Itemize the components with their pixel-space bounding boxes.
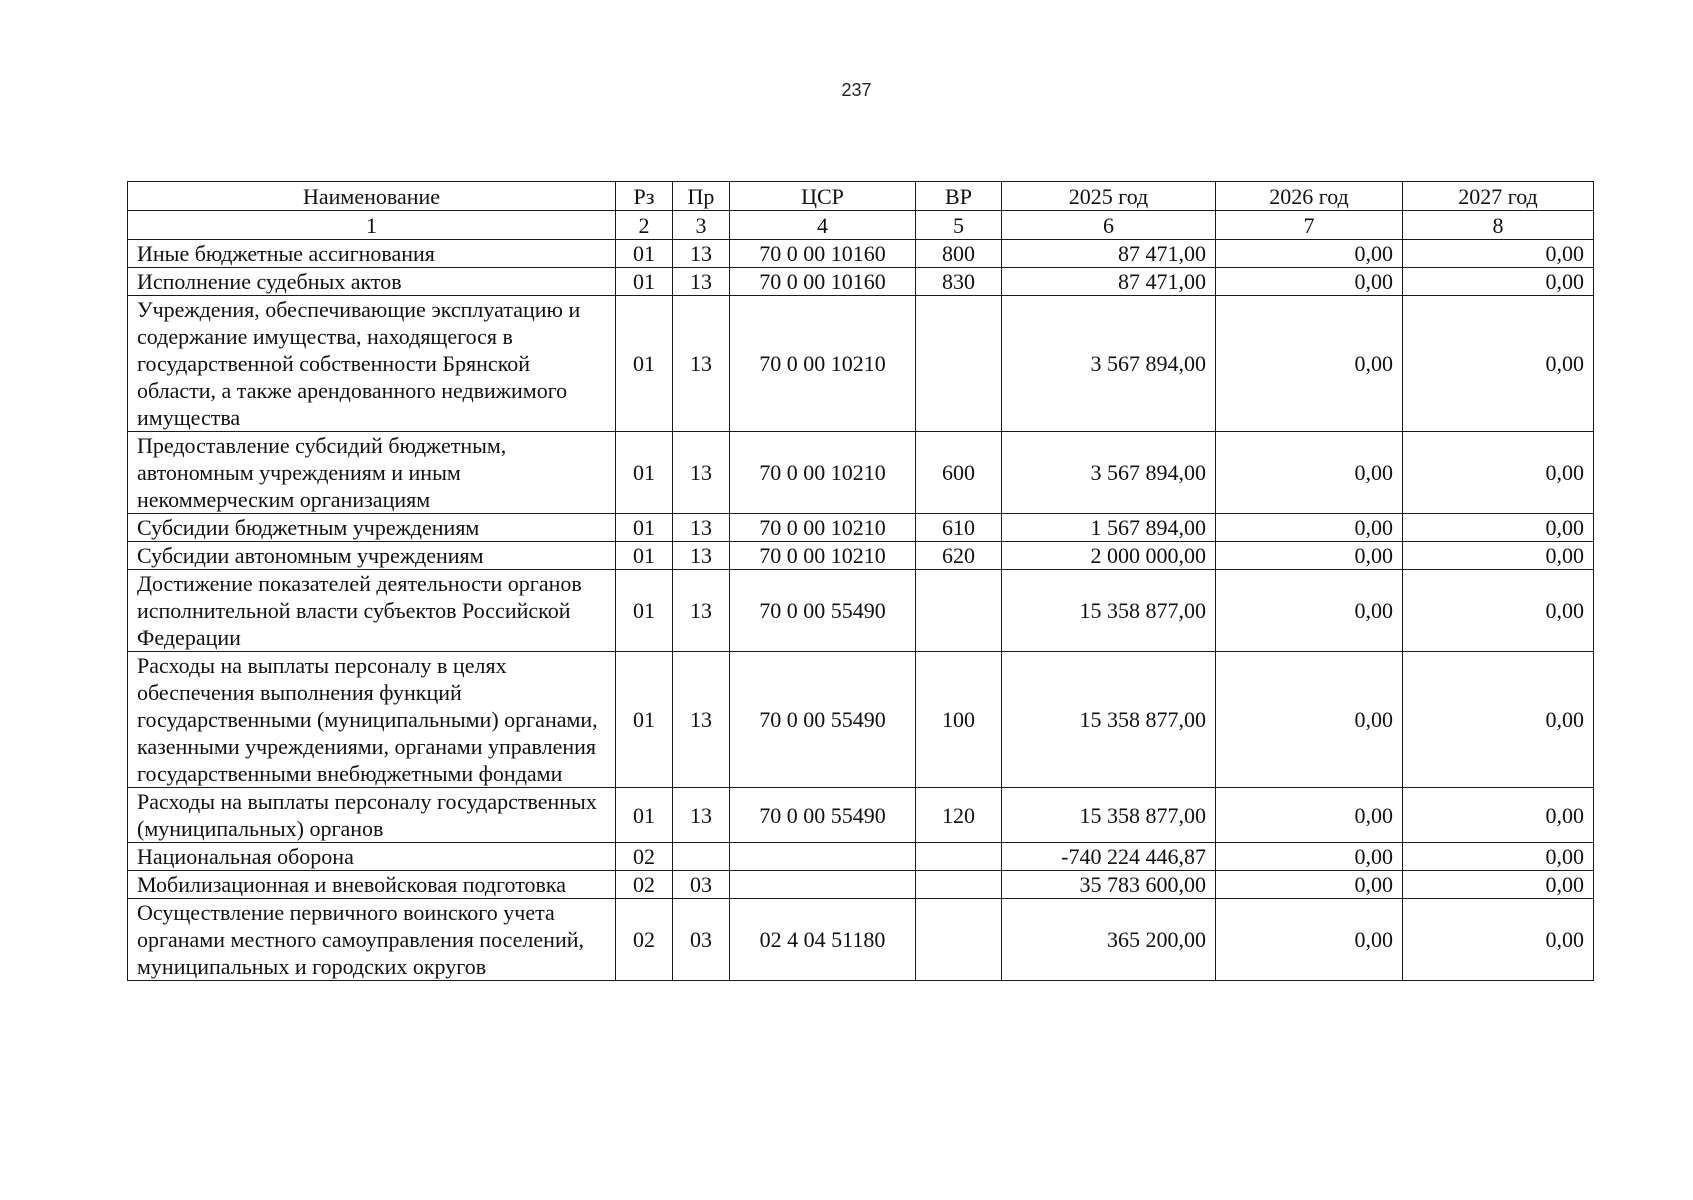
table-row (128, 514, 1594, 542)
row-pr: 13 (673, 432, 730, 514)
row-amount-2026: 0,00 (1216, 240, 1403, 268)
table-row (128, 899, 1594, 981)
row-rz: 01 (616, 296, 673, 432)
row-pr: 13 (673, 652, 730, 788)
row-csr (730, 871, 916, 899)
row-rz: 01 (616, 788, 673, 843)
table-row (128, 268, 1594, 296)
row-amount-2027: 0,00 (1403, 788, 1594, 843)
row-amount-2027: 0,00 (1403, 296, 1594, 432)
table-row (128, 542, 1594, 570)
row-amount-2025: 1 567 894,00 (1002, 514, 1216, 542)
row-amount-2027: 0,00 (1403, 432, 1594, 514)
row-pr: 03 (673, 899, 730, 981)
row-csr: 70 0 00 10210 (730, 514, 916, 542)
row-amount-2025: -740 224 446,87 (1002, 843, 1216, 871)
row-amount-2026: 0,00 (1216, 843, 1403, 871)
column-number: 8 (1403, 211, 1594, 240)
row-vr: 830 (916, 268, 1002, 296)
row-amount-2025: 3 567 894,00 (1002, 432, 1216, 514)
table-row (128, 240, 1594, 268)
column-number: 3 (673, 211, 730, 240)
row-amount-2026: 0,00 (1216, 432, 1403, 514)
row-name: Национальная оборона (128, 843, 616, 871)
row-amount-2025: 2 000 000,00 (1002, 542, 1216, 570)
row-amount-2025: 35 783 600,00 (1002, 871, 1216, 899)
row-vr: 120 (916, 788, 1002, 843)
row-pr: 13 (673, 268, 730, 296)
row-amount-2025: 87 471,00 (1002, 268, 1216, 296)
row-name: Осуществление первичного воинского учета органами местного самоуправления поселений, муниципальных и городских округов (128, 899, 616, 981)
row-rz: 02 (616, 843, 673, 871)
row-vr: 600 (916, 432, 1002, 514)
row-pr: 13 (673, 542, 730, 570)
row-vr (916, 899, 1002, 981)
row-name: Субсидии бюджетным учреждениям (128, 514, 616, 542)
row-vr: 610 (916, 514, 1002, 542)
header-rz: Рз (616, 182, 673, 211)
budget-table (127, 181, 1594, 981)
row-name: Исполнение судебных актов (128, 268, 616, 296)
column-number-row (128, 211, 1594, 240)
row-amount-2025: 87 471,00 (1002, 240, 1216, 268)
row-name: Расходы на выплаты персоналу в целях обеспечения выполнения функций государственными (муниципальными) органами, казенными учреждениями, органами управления государственными внебюджетными фондами (128, 652, 616, 788)
table-row (128, 296, 1594, 432)
column-number: 4 (730, 211, 916, 240)
row-amount-2027: 0,00 (1403, 899, 1594, 981)
table-row (128, 652, 1594, 788)
row-csr: 70 0 00 55490 (730, 652, 916, 788)
row-pr: 03 (673, 871, 730, 899)
row-amount-2027: 0,00 (1403, 542, 1594, 570)
row-vr: 620 (916, 542, 1002, 570)
row-rz: 02 (616, 871, 673, 899)
row-csr: 70 0 00 55490 (730, 788, 916, 843)
header-vr: ВР (916, 182, 1002, 211)
column-number: 1 (128, 211, 616, 240)
row-rz: 01 (616, 542, 673, 570)
row-rz: 01 (616, 514, 673, 542)
table-row (128, 871, 1594, 899)
row-amount-2025: 3 567 894,00 (1002, 296, 1216, 432)
row-csr: 70 0 00 10210 (730, 432, 916, 514)
row-rz: 01 (616, 570, 673, 652)
row-name: Иные бюджетные ассигнования (128, 240, 616, 268)
row-rz: 01 (616, 432, 673, 514)
row-rz: 01 (616, 652, 673, 788)
header-row (128, 182, 1594, 211)
row-csr: 70 0 00 10210 (730, 296, 916, 432)
row-csr: 70 0 00 10160 (730, 240, 916, 268)
row-csr (730, 843, 916, 871)
table-row (128, 570, 1594, 652)
row-csr: 70 0 00 55490 (730, 570, 916, 652)
row-csr: 70 0 00 10210 (730, 542, 916, 570)
row-amount-2026: 0,00 (1216, 514, 1403, 542)
header-2027: 2027 год (1403, 182, 1594, 211)
row-amount-2027: 0,00 (1403, 240, 1594, 268)
row-name: Учреждения, обеспечивающие эксплуатацию и содержание имущества, находящегося в государственной собственности Брянской области, а также арендованного недвижимого имущества (128, 296, 616, 432)
row-rz: 02 (616, 899, 673, 981)
row-name: Субсидии автономным учреждениям (128, 542, 616, 570)
table-row (128, 432, 1594, 514)
row-amount-2027: 0,00 (1403, 843, 1594, 871)
row-amount-2027: 0,00 (1403, 268, 1594, 296)
row-amount-2027: 0,00 (1403, 514, 1594, 542)
table-row (128, 788, 1594, 843)
row-amount-2027: 0,00 (1403, 570, 1594, 652)
row-name: Расходы на выплаты персоналу государственных (муниципальных) органов (128, 788, 616, 843)
row-amount-2025: 15 358 877,00 (1002, 652, 1216, 788)
row-vr (916, 871, 1002, 899)
row-amount-2027: 0,00 (1403, 652, 1594, 788)
row-pr: 13 (673, 570, 730, 652)
header-2025: 2025 год (1002, 182, 1216, 211)
row-amount-2025: 15 358 877,00 (1002, 570, 1216, 652)
row-name: Предоставление субсидий бюджетным, автономным учреждениям и иным некоммерческим организациям (128, 432, 616, 514)
row-csr: 70 0 00 10160 (730, 268, 916, 296)
row-vr: 800 (916, 240, 1002, 268)
row-amount-2026: 0,00 (1216, 899, 1403, 981)
page-number: 237 (841, 80, 872, 100)
row-amount-2025: 365 200,00 (1002, 899, 1216, 981)
row-amount-2026: 0,00 (1216, 296, 1403, 432)
table-row (128, 843, 1594, 871)
row-amount-2026: 0,00 (1216, 788, 1403, 843)
row-amount-2026: 0,00 (1216, 570, 1403, 652)
row-vr: 100 (916, 652, 1002, 788)
row-pr (673, 843, 730, 871)
row-pr: 13 (673, 788, 730, 843)
row-vr (916, 296, 1002, 432)
header-2026: 2026 год (1216, 182, 1403, 211)
row-pr: 13 (673, 514, 730, 542)
row-amount-2026: 0,00 (1216, 652, 1403, 788)
row-amount-2026: 0,00 (1216, 542, 1403, 570)
header-pr: Пр (673, 182, 730, 211)
row-rz: 01 (616, 268, 673, 296)
row-vr (916, 843, 1002, 871)
column-number: 7 (1216, 211, 1403, 240)
column-number: 2 (616, 211, 673, 240)
row-amount-2027: 0,00 (1403, 871, 1594, 899)
row-csr: 02 4 04 51180 (730, 899, 916, 981)
row-vr (916, 570, 1002, 652)
row-pr: 13 (673, 240, 730, 268)
header-name: Наименование (128, 182, 616, 211)
column-number: 6 (1002, 211, 1216, 240)
row-amount-2026: 0,00 (1216, 871, 1403, 899)
header-csr: ЦСР (730, 182, 916, 211)
row-rz: 01 (616, 240, 673, 268)
row-name: Мобилизационная и вневойсковая подготовка (128, 871, 616, 899)
row-amount-2026: 0,00 (1216, 268, 1403, 296)
row-name: Достижение показателей деятельности органов исполнительной власти субъектов Российской Федерации (128, 570, 616, 652)
row-amount-2025: 15 358 877,00 (1002, 788, 1216, 843)
column-number: 5 (916, 211, 1002, 240)
row-pr: 13 (673, 296, 730, 432)
